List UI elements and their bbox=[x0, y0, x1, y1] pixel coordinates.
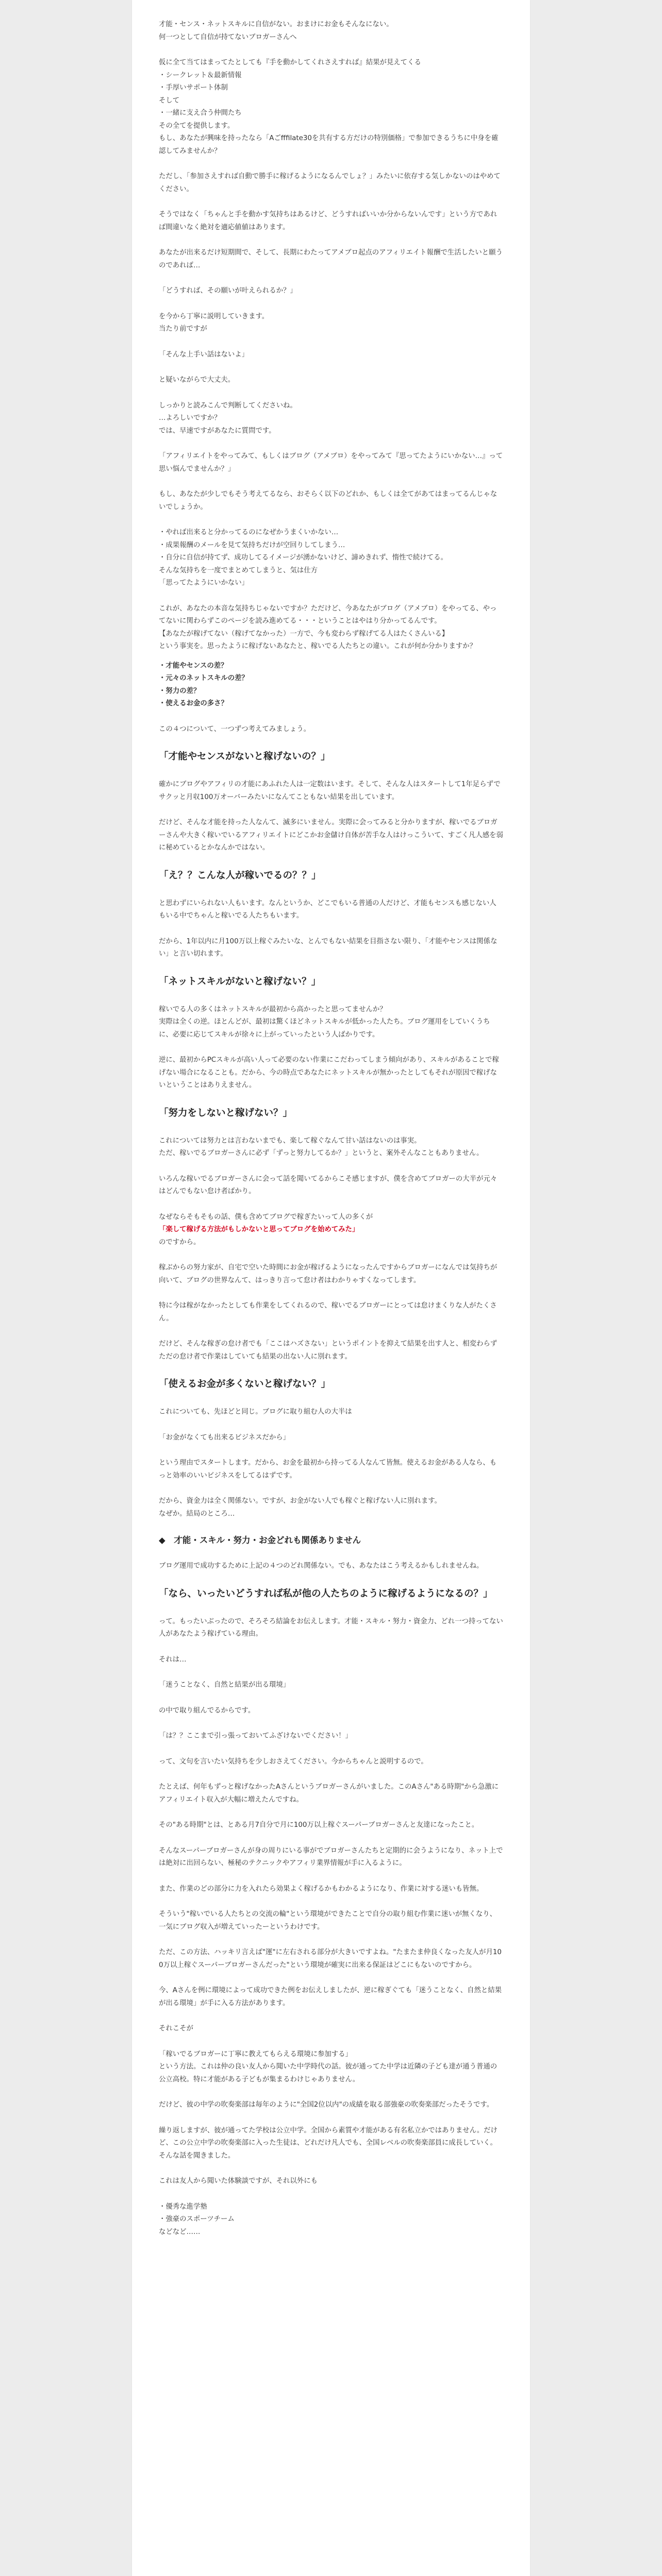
paragraph: と疑いながらで大丈夫。 bbox=[159, 376, 235, 384]
paragraph: だけど、そんな稼ぎの怠け者でも「ここはハズさない」というポイントを抑えて結果を出す人と、相変わらずただの怠け者で作業はしていても結果の出ない人に別れます。 bbox=[159, 1340, 498, 1361]
section-heading: 「なら、いったいどうすれば私が他の人たちのように稼げるようになるの？」 bbox=[159, 1588, 493, 1599]
list-item: ・才能やセンスの差？ bbox=[159, 662, 228, 670]
paragraph: この４つについて、一つずつ考えてみましょう。 bbox=[159, 725, 311, 733]
paragraph-text: のですから。 bbox=[159, 1238, 201, 1246]
paragraph: と思わずにいられない人もいます。なんというか、どこでもいる普通の人だけど、才能もセンスも感じない人もいる中でちゃんと稼いでる人たちもいます。 bbox=[159, 899, 496, 920]
paragraph: 繰り返しますが、彼が通ってた学校は公立中学。全国から素質や才能がある有名私立かではありません。だけど、この公立中学の吹奏楽部に入った生徒は、どれだけ凡人でも、全国レベルの吹奏楽部員に成長していく。そんな話を聞きました。 bbox=[159, 2126, 498, 2160]
paragraph: の中で取り組んでるからです。 bbox=[159, 1706, 255, 1715]
paragraph-text: なぜならそもそもの話、僕も含めてブログで稼ぎたいって人の多くが bbox=[159, 1213, 373, 1221]
paragraph: ・やれば出来ると分かってるのになぜかうまくいかない… ・成果報酬のメールを見て気持ちだけが空回りしてしまう… ・自分に自信が持てず、成功してるイメージが湧かないけど、諦めきれず、惰性で続けてる。 そんな気持ちを一度でまとめてしまうと、気は仕方 「思ってたようにいかない」 bbox=[159, 529, 448, 587]
paragraph: いろんな稼いでるブロガーさんに会って話を聞いてるからこそ感じますが、僕を含めてブロガーの大半が元々はどんでもない怠け者ばかり。 bbox=[159, 1175, 498, 1195]
paragraph: 「アフィリエイトをやってみて、もしくはブログ（アメブロ）をやってみて『思ってたようにいかない…』って思い悩んでませんか？」 bbox=[159, 452, 503, 473]
paragraph: だから、1年以内に月100万以上稼ぐみたいな、とんでもない結果を目指さない限り、「才能やセンスは関係ない」と言い切れます。 bbox=[159, 937, 498, 958]
paragraph: って。もったいぶったので、そろそろ結論をお伝えします。才能・スキル・努力・資金力、どれ一つ持ってない人があなたよう稼げている理由。 bbox=[159, 1617, 503, 1638]
paragraph: しっかりと読みこんで判断してくださいね。 …よろしいですか？ では、早速ですがあなたに質問です。 bbox=[159, 401, 297, 435]
section-heading: 「使えるお金が多くないと稼げない？」 bbox=[159, 1379, 331, 1389]
paragraph: ただし、「参加さえすれば自動で勝手に稼げるようになるんでしょ？」みたいに依存する気しかないのはやめてください。 bbox=[159, 173, 501, 193]
paragraph: という理由でスタートします。だから、お金を最初から持ってる人なんて皆無。使えるお金がある人なら、もっと効率のいいビジネスをしてるはずです。 bbox=[159, 1459, 497, 1480]
highlight-text: 「楽して稼げる方法がもしかないと思ってブログを始めてみた」 bbox=[159, 1226, 359, 1233]
paragraph: 「お金がなくても出来るビジネスだから」 bbox=[159, 1433, 290, 1442]
paragraph: そんなスーパーブロガーさんが身の周りにいる事がでブロガーさんたちと定期的に会うようになり、ネット上では絶対に出回らない、極秘のテクニックやアフィリ業界情報が手に入るように。 bbox=[159, 1846, 503, 1867]
paragraph: もし、あなたが少しでもそう考えてるなら、おそらく以下のどれか、もしくは全てがあてはまってるんじゃないでしょうか。 bbox=[159, 490, 498, 511]
paragraph: 稼いでる人の多くはネットスキルが最初から高かったと思ってませんか？ 実際は全くの逆。ほとんどが、最初は驚くほどネットスキルが低かった人たち。ブログ運用をしていくうちに、必要に応じてスキルが徐々に上がっていったという人ばかりです。 bbox=[159, 1005, 490, 1039]
paragraph: これについては努力とは言わないまでも、楽して稼ぐなんて甘い話はないのは事実。 ただ、稼いでるブロガーさんに必ず「ずっと努力してるか？」というと、案外そんなこともありません。 bbox=[159, 1137, 484, 1157]
paragraph: これは友人から聞いた体験談ですが、それ以外にも bbox=[159, 2177, 318, 2185]
paragraph: だから、資金力は全く関係ない。ですが、お金がない人でも稼ぐと稼げない人に別れます。 なぜか。結局のところ… bbox=[159, 1497, 441, 1518]
paragraph: 稼ぶからの努力家が、自宅で空いた時間にお金が稼げるようになったんですからブロガーになんでは気持ちが向いて、ブログの世界なんて、はっきり言って怠け者はわかりゃすくなってします。 bbox=[159, 1264, 498, 1284]
paragraph: そうではなく「ちゃんと手を動かす気持ちはあるけど、どうすればいいか分からないんです」という方であれば間違いなく絶対を適応値値はあります。 bbox=[159, 211, 498, 231]
question-list bbox=[159, 660, 503, 710]
paragraph: それこそが bbox=[159, 2025, 193, 2032]
paragraph: 今、Aさんを例に環境によって成功できた例をお伝えしましたが、逆に稼ぎぐても「迷うことなく、自然と結果が出る環境」が手に入る方法があります。 bbox=[159, 1987, 502, 2007]
paragraph: 才能・センス・ネットスキルに自信がない。おまけにお金もそんなにない。 何一つとして自信が持てないブロガーさんへ bbox=[159, 21, 393, 41]
paragraph: 「迷うことなく、自然と結果が出る環境」 bbox=[159, 1681, 290, 1689]
paragraph bbox=[159, 1211, 503, 1249]
paragraph: それは… bbox=[159, 1655, 187, 1664]
list-item: ・元々のネットスキルの差？ bbox=[159, 674, 249, 682]
paragraph: だけど、彼の中学の吹奏楽部は毎年のように"全国2位以内"の成績を取る部強豪の吹奏楽部だったそうです。 bbox=[159, 2101, 494, 2109]
paragraph: あなたが出来るだけ短期間で、そして、長期にわたってアメブロ起点のアフィリエイト報酬で生活したいと願うのであれば… bbox=[159, 249, 503, 269]
paragraph: 「どうすれば、その願いが叶えられるか？」 bbox=[159, 287, 297, 295]
section-heading: 「え？？こんな人が稼いでるの？？」 bbox=[159, 870, 321, 881]
section-heading: 「ネットスキルがないと稼げない？」 bbox=[159, 976, 321, 987]
paragraph: その"ある時期"とは、とある月7自分で月に100万以上稼ぐスーパーブロガーさんと友達になったこと。 bbox=[159, 1821, 479, 1829]
paragraph: って、文句を言いたい気持ちを少しおさえてください。今からちゃんと説明するので。 bbox=[159, 1757, 428, 1766]
paragraph: また、作業のどの部分に力を入れたら効果よく稼げるかもわかるようになり、作業に対する迷いも皆無。 bbox=[159, 1885, 484, 1893]
paragraph: 逆に、最初からPCスキルが高い人って必要のない作業にこだわってしまう傾向があり、スキルがあることで稼げない場合になることも。だから、今の時点であなたにネットスキルが無かったとしてもそれが原因で稼げないということはありえません。 bbox=[159, 1056, 499, 1089]
paragraph: これが、あなたの本音な気持ちじゃないですか？ただけど、今あなたがブログ（アメブロ）をやってる、やってないに関わらずこのページを読み進めてる・・・ということはやはり分かってるんです。 【あなたが稼げてない（稼げてなかった）一方で、今も変わらず稼げてる人はたくさんいる】 という事実を。思ったように稼げないあなたと、稼いでる人たちとの違い。これが何か分かりますか？ bbox=[159, 604, 497, 650]
paragraph: 「は？？ここまで引っ張っておいてふざけないでください！」 bbox=[159, 1732, 352, 1740]
paragraph: ただ、この方法、ハッキリ言えば"運"に左右される部分が大きいですよね。"たまたま仲良くなった友人が月100万以上稼ぐスーパーブロガーさんだった"という環境が確実に出来る保証はどこにもないのですから。 bbox=[159, 1948, 502, 1969]
paragraph: これについても、先ほどと同じ。ブログに取り組む人の大半は bbox=[159, 1408, 352, 1416]
paragraph: だけど、そんな才能を持った人なんて、滅多にいません。実際に会ってみると分かりますが、稼いでるブロガーさんや大きく稼いでいるアフィリエイトにどこかお金儲け自体が苦手な人はけっこういて、すごく凡人感を弱に秘めているとかなんかではない。 bbox=[159, 819, 503, 852]
paragraph: 確かにブログやアフィリの才能にあふれた人は一定数はいます。そして、そんな人はスタートして1年足らずでサクッと月収100万オーバーみたいになんてこともない結果を出しています。 bbox=[159, 781, 501, 801]
paragraph: を今から丁寧に説明していきます。 当たり前ですが bbox=[159, 312, 269, 333]
paragraph: ・優秀な進学塾 ・強豪のスポーツチーム などなど…… bbox=[159, 2202, 235, 2236]
section-heading: 「才能やセンスがないと稼げないの？」 bbox=[159, 751, 330, 762]
list-item: ・使えるお金の多さ？ bbox=[159, 700, 228, 707]
paragraph: ブログ運用で成功するために上記の４つのどれ関係ない。でも、あなたはこう考えるかもしれませんね。 bbox=[159, 1562, 484, 1570]
section-heading: ◆ 才能・スキル・努力・お金どれも関係ありません bbox=[159, 1535, 361, 1545]
article-page bbox=[132, 0, 530, 2576]
paragraph: たとえば、何年もずっと稼げなかったAさんというブロガーさんがいました。このAさん"ある時期"から急激にアフィリエイト収入が大幅に増えたんですね。 bbox=[159, 1783, 499, 1804]
list-item: ・努力の差？ bbox=[159, 687, 201, 695]
article-body bbox=[132, 0, 530, 2239]
paragraph: 特に今は稼がなかったとしても作業をしてくれるので、稼いでるブロガーにとっては怠けまくりな人がたくさん。 bbox=[159, 1302, 497, 1323]
paragraph: そういう"稼いでいる人たちとの交流の輪"という環境ができたことで自分の取り組む作業に迷いが無くなり、一気にブログ収入が増えていったーというわけです。 bbox=[159, 1910, 497, 1931]
paragraph: 仮に全て当てはまってたとしても『手を動かしてくれさえすれば』結果が見えてくる ・シークレット＆最新情報 ・手厚いサポート体制 そして ・一緒に支え合う仲間たち その全てを提供します。 もし、あなたが興味を持ったなら「Aごfffilate30を共有する方だけの特別価格」で参加できるうちに中身を確認してみませんか？ bbox=[159, 59, 499, 155]
paragraph: 「稼いでるブロガーに丁寧に教えてもらえる環境に参加する」 という方法。これは仲の良い友人から聞いた中学時代の話。彼が通ってた中学は近隣の子ども達が通う普通の公立高校。特に才能がある子どもが集まるわけじゃありません。 bbox=[159, 2050, 498, 2083]
section-heading: 「努力をしないと稼げない？」 bbox=[159, 1107, 293, 1118]
paragraph: 「そんな上手い話はないよ」 bbox=[159, 350, 249, 359]
